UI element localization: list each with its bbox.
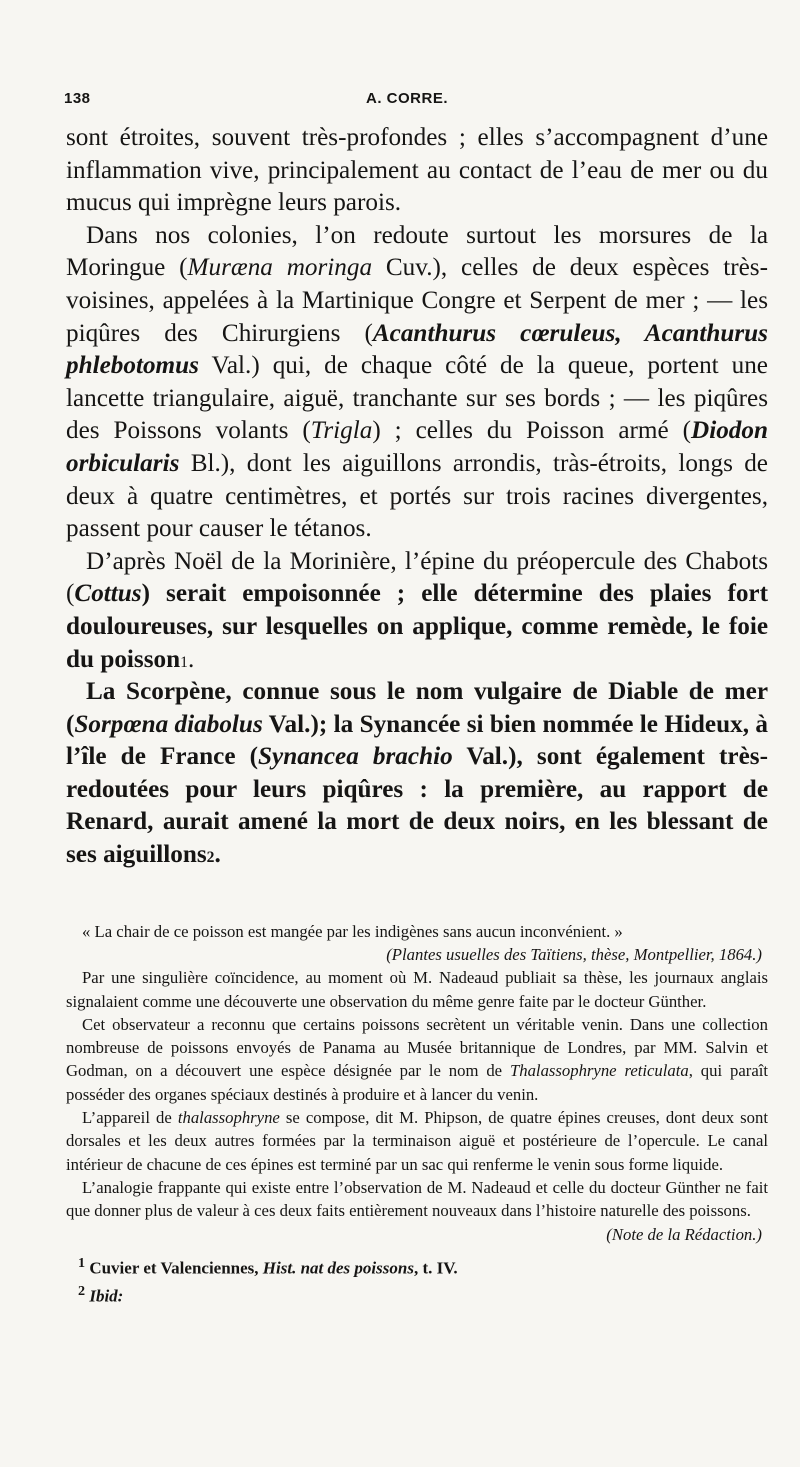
footnote-1-text-b: , t. IV.	[413, 1258, 458, 1278]
note-signature: (Note de la Rédaction.)	[606, 1224, 762, 1244]
species-scorpaena-diabolus: Sorpœna diabolus	[74, 710, 263, 738]
note-paragraph-3-text-b: se compose, dit M. Phipson, de quatre épines creuses, dont deux sont dorsales et les deux autres formées par la terminaison aiguë et postérieure de l’opercule. Le canal intérieur de chacune de ces épines est terminé par un sac qui renferme le venin sous forme liquide.	[66, 1108, 768, 1174]
note-paragraph-2-end: , qui paraît posséder des organes spéciaux destinés à produire et à lancer du venin.	[66, 1061, 769, 1104]
species-synancea-brachio: Synancea brachio	[258, 743, 453, 771]
page-number: 138	[64, 90, 91, 107]
species-diodon-orbicularis: Diodon orbicularis	[66, 417, 768, 477]
note-paragraph-2-text: Cet observateur a reconnu que certains poissons secrètent un véritable venin. Dans une collection nombreuse de poissons envoyés de Panama au Musée britannique de Londres, par MM. Salvin et Godman, on a découvert une espèce désignée par le nom de	[66, 1014, 768, 1081]
note-quote: « La chair de ce poisson est mangée par les indigènes sans aucun inconvénient. »	[82, 921, 623, 941]
footnote-2-mark: 2	[78, 1282, 86, 1299]
paragraph-1-text: sont étroites, souvent très-profondes ; elles s’accompagnent d’une inflammation vive, principalement au contact de l’eau de mer ou du mucus qui imprègne leurs parois.	[66, 124, 768, 217]
paragraph-2-text-a: Dans nos colonies, l’on redoute surtout les morsures de la Moringue (	[66, 221, 768, 282]
paragraph-2-text-c: Cuv.), celles de deux espèces très-voisines, appelées à la Martinique Congre et Serpent de mer ; — les piqûres des Chirurgiens (	[66, 254, 768, 347]
note-source	[66, 943, 768, 966]
footnote-1-title: Hist. nat des poissons	[262, 1258, 414, 1278]
footnote-ref-2: 2	[206, 849, 215, 867]
note-source-text: (Plantes usuelles des Taïtiens, thèse, Montpellier, 1864.)	[386, 944, 762, 964]
body-text	[66, 122, 768, 872]
paragraph-3-text-d: .	[187, 645, 195, 673]
paragraph-3-text-c: ) serait empoisonnée ; elle détermine des plaies fort douloureuses, sur lesquelles on applique, comme remède, le foie du poisson	[66, 580, 768, 673]
note-signature-line	[66, 1223, 768, 1246]
note-paragraph-4-text: L’analogie frappante qui existe entre l’observation de M. Nadeaud et celle du docteur Günther ne fait que donner plus de valeur à ces deux faits entièrement nouveaux dans l’histoire naturelle des poissons.	[66, 1177, 768, 1221]
footnote-1-text-a: Cuvier et Valenciennes,	[89, 1258, 263, 1278]
species-thalassophryne-reticulata: Thalassophryne reticulata	[509, 1061, 689, 1081]
footnote-2-text: Ibid:	[89, 1286, 124, 1306]
footnote-2	[66, 1280, 768, 1308]
footnote-1-mark: 1	[78, 1254, 86, 1271]
paragraph-1	[66, 122, 768, 220]
species-thalassophryne: thalassophryne	[177, 1108, 280, 1128]
species-cottus: Cottus	[74, 580, 142, 608]
paragraph-4-text-c: Val.); la Synancée si bien nommée le Hideux, à l’île de France (	[66, 710, 768, 771]
note-paragraph-3	[66, 1106, 768, 1176]
footnote-1	[66, 1252, 768, 1280]
paragraph-4	[66, 676, 768, 872]
paragraph-4-text-a: La Scorpène, connue sous le nom vulgaire de Diable de mer (	[66, 678, 768, 738]
species-trigla: Trigla	[310, 417, 373, 445]
page	[66, 86, 768, 1308]
note-paragraph-2	[66, 1013, 768, 1106]
paragraph-2-text-i: Bl.), dont les aiguillons arrondis, tràs-étroits, longs de deux à quatre centimètres, et portés sur trois racines divergentes, passent pour causer le tétanos.	[66, 449, 768, 543]
note-paragraph-3-text-a: L’appareil de	[82, 1108, 178, 1128]
running-title: A. CORRE.	[366, 90, 449, 107]
species-muraena-moringa: Muræna moringa	[187, 254, 373, 282]
note-paragraph-1: Par une singulière coïncidence, au moment où M. Nadeaud publiait sa thèse, les journaux anglais signalaient comme une découverte une observation du même genre faite par le docteur Günther.	[66, 968, 768, 1011]
paragraph-3-text-a: D’après Noël de la Morinière, l’épine du préopercule des Chabots (	[66, 547, 768, 608]
note-paragraph-4	[66, 1176, 768, 1223]
editorial-note	[66, 920, 768, 1246]
paragraph-4-text-e: Val.), sont également très-redoutées pour leurs piqûres : la première, au rapport de Renard, aurait amené la mort de deux noirs, en les blessant de ses aiguillons	[66, 743, 768, 869]
footnotes	[66, 1252, 768, 1308]
paragraph-2-text-e: Val.) qui, de chaque côté de la queue, portent une lancette triangulaire, aiguë, tranchante sur ses bords ; — les piqûres des Poissons volants (	[66, 352, 768, 445]
paragraph-2-text-g: ) ; celles du Poisson armé (	[372, 417, 692, 445]
running-head	[66, 86, 768, 116]
species-acanthurus: Acanthurus cœruleus, Acanthurus phlebotomus	[66, 319, 768, 380]
paragraph-3	[66, 546, 768, 676]
paragraph-4-text-f: .	[214, 841, 221, 869]
paragraph-2	[66, 220, 768, 546]
footnote-ref-1: 1	[180, 653, 188, 671]
